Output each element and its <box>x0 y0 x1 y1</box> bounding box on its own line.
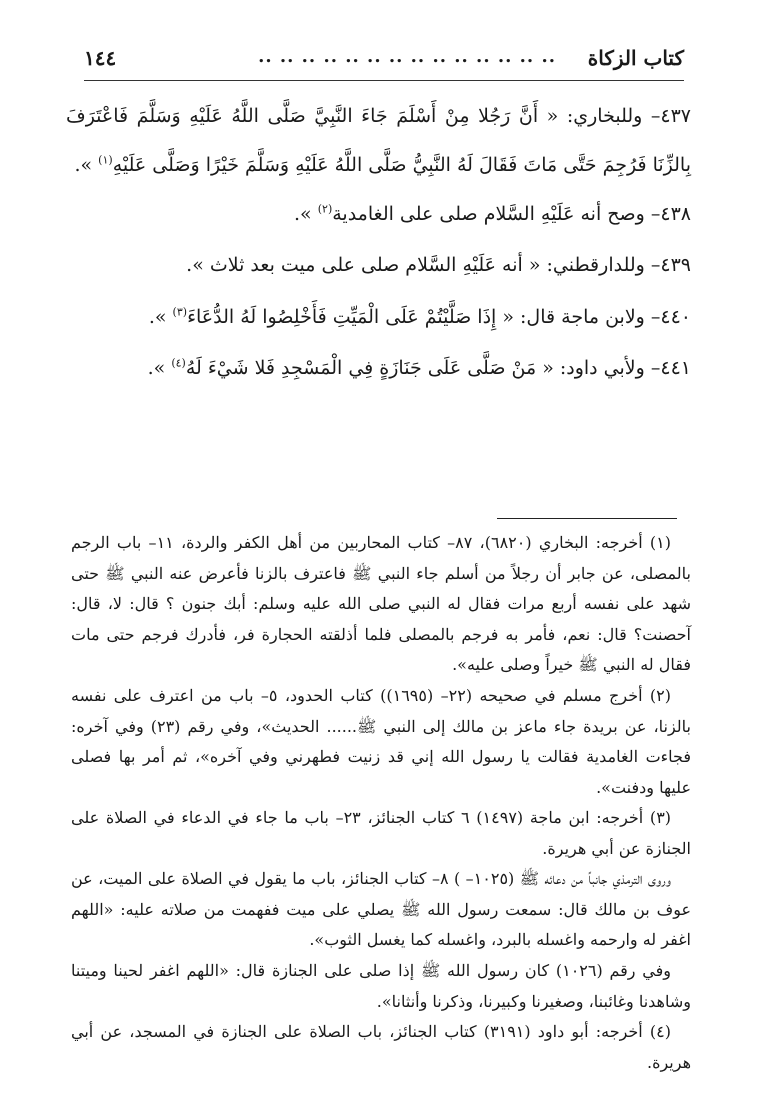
footnote-separator <box>497 518 677 519</box>
hadith-text: – ولأبي داود: « مَنْ صَلَّى عَلَى جَنَازَةٍ فِي الْمَسْجِدِ فَلا شَيْءَ لَهُ <box>185 357 661 379</box>
footnote-text: وروى الترمذي جانباً من دعائه ﷺ (١٠٢٥– ) ٨– كتاب الجنائز، باب ما يقول في الصلاة على الميت، عن عوف بن مالك قال: سمعت رسول الله ﷺ يصلي على ميت ففهمت من صلاته عليه: «اللهم اغفر له وارحمه واغسله بالبرد، واغسله كما يغسل الثوب». <box>71 869 692 949</box>
footnote-text: (٣) أخرجه: ابن ماجة (١٤٩٧) ٦ كتاب الجنائز، ٢٣– باب ما جاء في الدعاء في الصلاة على الجنازة عن أبي هريرة. <box>71 808 691 858</box>
footnote-1 <box>71 528 691 681</box>
footnote-4 <box>71 1017 691 1078</box>
hadith-438 <box>66 190 691 239</box>
footnote-text: (٢) أخرج مسلم في صحيحه (٢٢– (١٦٩٥)) كتاب الحدود، ٥– باب من اعترف على نفسه بالزنا، عن بريدة جاء ماعز بن مالك إلى النبي ﷺ...... الحديث»، وفي رقم (٢٣) وفي آخره: فجاءت الغامدية فقالت يا رسول الله إني قد زنيت فطهرني وفي آخره»، ثم أمر بها فصلى عليها ودفنت». <box>71 686 691 797</box>
hadith-text: – وصح أنه عَلَيْهِ السَّلام صلى على الغامدية <box>332 203 661 225</box>
chapter-title: كتاب الزكاة <box>587 46 684 70</box>
footnote-text: (٤) أخرجه: أبو داود (٣١٩١) كتاب الجنائز، باب الصلاة على الجنازة في المسجد، عن أبي هريرة. <box>71 1022 691 1072</box>
hadith-439 <box>66 241 691 290</box>
footnote-3 <box>71 803 691 864</box>
hadith-number: ٤٣٧ <box>660 105 691 127</box>
header-dot-leader: .. .. .. .. .. .. .. .. .. .. .. .. .. .. <box>258 46 556 67</box>
hadith-number: ٤٤١ <box>660 357 691 379</box>
hadith-number: ٤٣٨ <box>660 203 691 225</box>
hadith-441 <box>66 344 691 393</box>
hadith-end: ». <box>294 203 318 225</box>
header-rule <box>84 80 684 81</box>
page-header <box>84 46 684 76</box>
page-number: ١٤٤ <box>84 46 117 70</box>
footnote-3-tirmidhi <box>71 864 691 956</box>
hadith-end: ». <box>148 306 173 328</box>
footnote-ref: (١) <box>98 153 113 167</box>
hadith-440 <box>66 293 691 342</box>
hadith-437 <box>66 92 691 190</box>
footnote-ref: (٣) <box>172 305 188 319</box>
footnote-2 <box>71 681 691 803</box>
footnote-ref: (٤) <box>171 356 186 370</box>
hadith-text: – وللدارقطني: « أنه عَلَيْهِ السَّلام صلى على ميت بعد ثلاث ». <box>186 254 661 276</box>
hadith-end: ». <box>147 357 172 379</box>
hadith-text: – وللبخاري: « أَنَّ رَجُلا مِنْ أَسْلَمَ جَاءَ النَّبِيَّ صَلَّى اللَّهُ عَلَيْهِ وَسَلَّمَ فَاعْتَرَفَ بِالزِّنَا فَرُجِمَ حَتَّى مَاتَ فَقَالَ لَهُ النَّبِيُّ صَلَّى اللَّهُ عَلَيْهِ وَسَلَّمَ خَيْرًا وَصَلَّى عَلَيْهِ <box>66 105 691 176</box>
hadith-number: ٤٤٠ <box>660 306 691 328</box>
hadith-end: ». <box>74 154 99 176</box>
footnote-text: (١) أخرجه: البخاري (٦٨٢٠)، ٨٧– كتاب المحاربين من أهل الكفر والردة، ١١– باب الرجم بالمصلى، عن جابر أن رجلاً من أسلم جاء النبي ﷺ فاعترف بالزنا فأعرض عنه النبي ﷺ حتى شهد على نفسه أربع مرات فقال له النبي صلى الله عليه وسلم: أبك جنون ؟ قال: لا، قال: آحصنت؟ قال: نعم، فأمر به فرجم بالمصلى فلما أذلقته الحجارة فر، فأدرك فرجم حتى مات فقال له النبي ﷺ خيراً وصلى عليه». <box>71 533 691 674</box>
hadith-text: – ولابن ماجة قال: « إِذَا صَلَّيْتُمْ عَلَى الْمَيِّتِ فَأَخْلِصُوا لَهُ الدُّعَاءَ <box>187 306 661 328</box>
footnote-ref: (٢) <box>317 202 333 216</box>
hadith-number: ٤٣٩ <box>660 254 691 276</box>
footnote-text: وفي رقم (١٠٢٦) كان رسول الله ﷺ إذا صلى على الجنازة قال: «اللهم اغفر لحينا وميتنا وشاهدنا وغائبنا، وصغيرنا وكبيرنا، وذكرنا وأنثانا». <box>71 961 691 1011</box>
footnote-3-continued <box>71 956 691 1017</box>
